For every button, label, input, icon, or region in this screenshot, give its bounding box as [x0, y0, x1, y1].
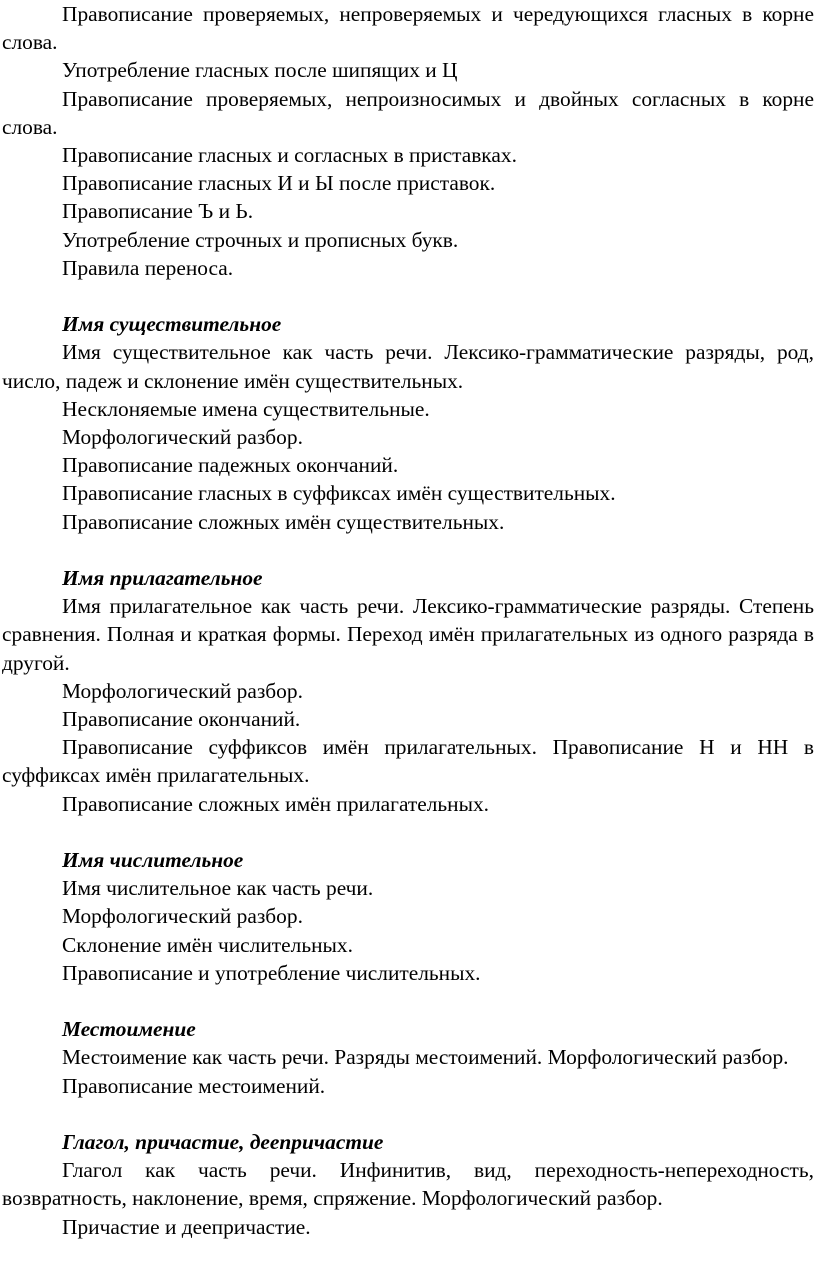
- paragraph: Морфологический разбор.: [62, 904, 303, 929]
- paragraph: Правописание окончаний.: [62, 707, 301, 732]
- section-pronoun: [2, 1015, 814, 1100]
- section-verb: [2, 1128, 814, 1241]
- paragraph: Правописание Ъ и Ь.: [62, 199, 254, 224]
- paragraph: Имя прилагательное как часть речи. Лексико-грамматические разряды. Степень сравнения. Полная и краткая формы. Переход имён прилагательных из одного разряда в другой.: [2, 594, 814, 675]
- section-adjective: [2, 564, 814, 818]
- paragraph: Правописание проверяемых, непроизносимых и двойных согласных в корне слова.: [2, 86, 814, 139]
- paragraph: Глагол как часть речи. Инфинитив, вид, переходность-непереходность, возвратность, наклонение, время, спряжение. Морфологический разбор.: [2, 1158, 814, 1211]
- paragraph: Правописание суффиксов имён прилагательных. Правописание Н и НН в суффиксах имён прилагательных.: [2, 735, 814, 788]
- spacer: [2, 1100, 814, 1128]
- paragraph: Правописание гласных И и Ы после приставок.: [62, 171, 496, 196]
- section-heading: Имя существительное: [62, 312, 282, 337]
- section-heading: Имя числительное: [62, 848, 244, 873]
- section-heading: Имя прилагательное: [62, 566, 263, 591]
- paragraph: Правописание сложных имён прилагательных.: [62, 791, 490, 816]
- paragraph: Причастие и деепричастие.: [62, 1214, 311, 1239]
- paragraph: Правописание проверяемых, непроверяемых и чередующихся гласных в корне слова.: [2, 2, 814, 55]
- paragraph: Имя числительное как часть речи.: [62, 876, 374, 901]
- spacer: [2, 536, 814, 564]
- spacer: [2, 987, 814, 1015]
- paragraph: Правописание местоимений.: [62, 1073, 326, 1098]
- paragraph: Правописание и употребление числительных.: [62, 960, 481, 985]
- paragraph: Правописание сложных имён существительных.: [62, 509, 505, 534]
- paragraph: Правила переноса.: [62, 255, 234, 280]
- section-numeral: [2, 846, 814, 987]
- paragraph: Склонение имён числительных.: [62, 932, 353, 957]
- paragraph: Употребление гласных после шипящих и Ц: [62, 58, 458, 83]
- section-heading: Глагол, причастие, деепричастие: [62, 1130, 384, 1155]
- paragraph: Морфологический разбор.: [62, 678, 303, 703]
- spacer: [2, 818, 814, 846]
- paragraph: Правописание падежных окончаний.: [62, 453, 399, 478]
- paragraph: Правописание гласных и согласных в приставках.: [62, 143, 517, 168]
- paragraph: Несклоняемые имена существительные.: [62, 396, 430, 421]
- section-heading: Местоимение: [62, 1017, 196, 1042]
- paragraph: Правописание гласных в суффиксах имён существительных.: [62, 481, 616, 506]
- paragraph: Морфологический разбор.: [62, 425, 303, 450]
- section-noun: [2, 310, 814, 536]
- paragraph: Имя существительное как часть речи. Лексико-грамматические разряды, род, число, падеж и склонение имён существительных.: [2, 340, 814, 393]
- intro-section: [2, 0, 814, 282]
- paragraph: Местоимение как часть речи. Разряды местоимений. Морфологический разбор.: [62, 1045, 789, 1070]
- document-page: [2, 0, 814, 1241]
- paragraph: Употребление строчных и прописных букв.: [62, 227, 459, 252]
- spacer: [2, 282, 814, 310]
